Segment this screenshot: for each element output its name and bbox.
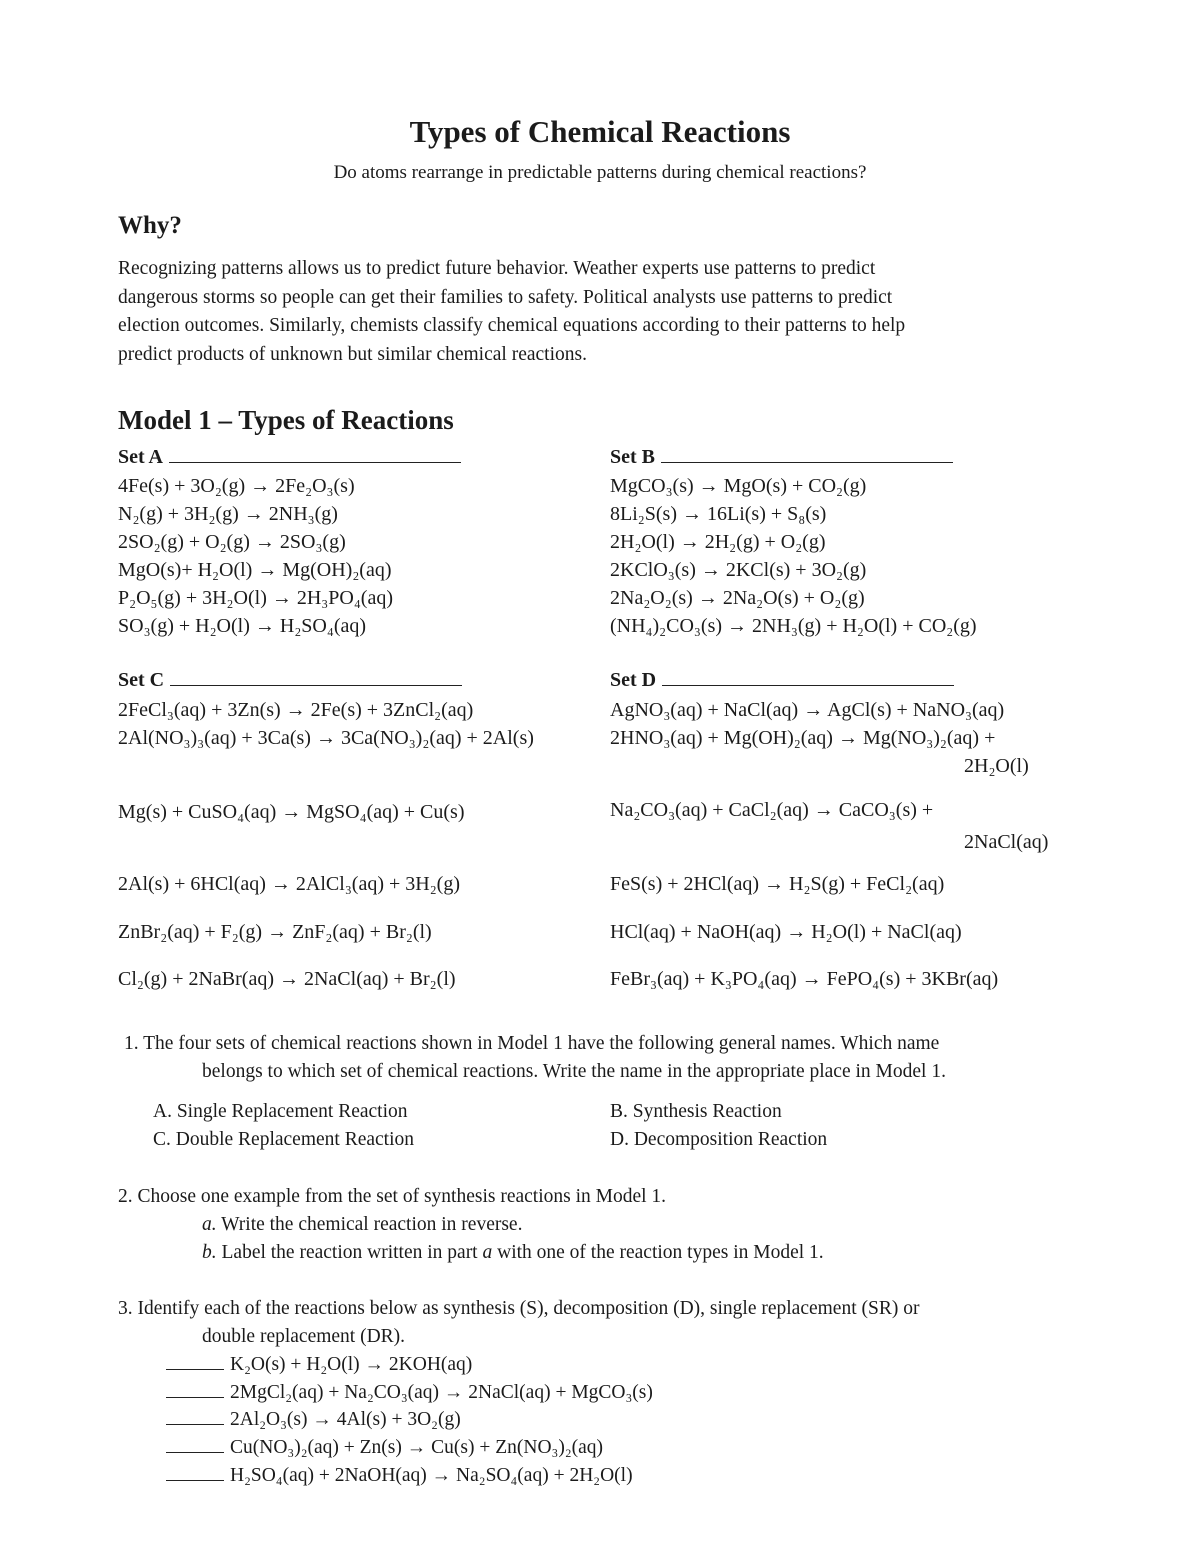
why-line: election outcomes. Similarly, chemists classify chemical equations according to their patterns to help [118,315,906,336]
equation: HCl(aq) + NaOH(aq) → H₂O(l) + NaCl(aq) [610,921,962,943]
equation: 4Fe(s) + 3O₂(g) → 2Fe₂O₃(s) [118,475,355,497]
set-d-label-row [610,669,954,692]
equation: 2HNO₃(aq) + Mg(OH)₂(aq) → Mg(NO₃)₂(aq) + [610,727,996,749]
set-b-label: Set B [610,446,655,468]
reaction: H₂SO₄(aq) + 2NaOH(aq) → Na₂SO₄(aq) + 2H₂O(l) [230,1465,633,1486]
equation: Na₂CO₃(aq) + CaCl₂(aq) → CaCO₃(s) + [610,799,934,821]
equation: P₂O₅(g) + 3H₂O(l) → 2H₃PO₄(aq) [118,587,393,609]
question-1-text-cont: belongs to which set of chemical reactions. Write the name in the appropriate place in Model 1. [202,1061,946,1082]
equation: 2H₂O(l) → 2H₂(g) + O₂(g) [610,531,826,553]
set-d-label: Set D [610,669,657,691]
option-a: A. Single Replacement Reaction [153,1101,408,1122]
equation: MgCO₃(s) → MgO(s) + CO₂(g) [610,475,867,497]
page-title: Types of Chemical Reactions [409,114,791,149]
equation: MgO(s)+ H₂O(l) → Mg(OH)₂(aq) [118,559,392,581]
why-heading: Why? [118,212,182,239]
equation: 2Na₂O₂(s) → 2Na₂O(s) + O₂(g) [610,587,865,609]
q3-item [166,1379,653,1407]
question-3-text-cont: double replacement (DR). [202,1326,406,1347]
equation: 2KClO₃(s) → 2KCl(s) + 3O₂(g) [610,559,867,581]
part-letter: b. [202,1242,217,1263]
part-reference: a [482,1242,493,1263]
reaction: 2MgCl₂(aq) + Na₂CO₃(aq) → 2NaCl(aq) + MgCO₃(s) [230,1382,653,1403]
equation: FeBr₃(aq) + K₃PO₄(aq) → FePO₄(s) + 3KBr(aq) [610,968,999,990]
part-text: Write the chemical reaction in reverse. [221,1214,523,1235]
why-line: Recognizing patterns allows us to predict future behavior. Weather experts use patterns to predict [118,258,876,279]
part-letter: a. [202,1214,217,1235]
set-d-answer-line[interactable] [662,669,954,686]
equation-continued: 2H₂O(l) [964,755,1029,777]
answer-blank[interactable] [166,1436,224,1453]
answer-blank[interactable] [166,1408,224,1425]
question-2-text: 2. Choose one example from the set of synthesis reactions in Model 1. [118,1186,667,1207]
reaction: Cu(NO₃)₂(aq) + Zn(s) → Cu(s) + Zn(NO₃)₂(aq) [230,1437,604,1458]
part-text: Label the reaction written in part [221,1242,478,1263]
question-3-text: 3. Identify each of the reactions below as synthesis (S), decomposition (D), single replacement (SR) or [118,1298,920,1319]
equation-continued: 2NaCl(aq) [964,831,1049,853]
set-a-label-row [118,446,461,469]
q3-item [166,1462,633,1490]
question-1-text: 1. The four sets of chemical reactions shown in Model 1 have the following general names. Which name [124,1033,940,1054]
model-heading: Model 1 – Types of Reactions [118,405,454,435]
why-line: predict products of unknown but similar chemical reactions. [118,343,587,365]
equation: 2Al(s) + 6HCl(aq) → 2AlCl₃(aq) + 3H₂(g) [118,873,461,895]
equation: 2FeCl₃(aq) + 3Zn(s) → 2Fe(s) + 3ZnCl₂(aq) [118,699,474,721]
equation: N₂(g) + 3H₂(g) → 2NH₃(g) [118,503,338,525]
set-c-label-row [118,669,462,692]
answer-blank[interactable] [166,1353,224,1370]
answer-blank[interactable] [166,1464,224,1481]
q3-item [166,1406,461,1434]
option-c: C. Double Replacement Reaction [153,1129,415,1150]
option-b: B. Synthesis Reaction [610,1101,782,1122]
why-line: dangerous storms so people can get their families to safety. Political analysts use patterns to predict [118,286,893,308]
equation: Mg(s) + CuSO₄(aq) → MgSO₄(aq) + Cu(s) [118,801,465,823]
option-d: D. Decomposition Reaction [610,1129,828,1150]
page-subtitle: Do atoms rearrange in predictable patterns during chemical reactions? [333,162,867,183]
question-2a [202,1211,522,1239]
reaction: K₂O(s) + H₂O(l) → 2KOH(aq) [230,1354,473,1375]
set-c-answer-line[interactable] [170,669,462,686]
equation: Cl₂(g) + 2NaBr(aq) → 2NaCl(aq) + Br₂(l) [118,968,456,990]
part-text: with one of the reaction types in Model 1. [497,1242,824,1263]
set-b-label-row [610,446,953,469]
why-paragraph [118,255,1078,369]
set-a-equations [118,472,393,640]
equation: (NH₄)₂CO₃(s) → 2NH₃(g) + H₂O(l) + CO₂(g) [610,615,977,637]
set-b-answer-line[interactable] [661,446,953,463]
answer-blank[interactable] [166,1381,224,1398]
equation: 8Li₂S(s) → 16Li(s) + S₈(s) [610,503,827,525]
equation: FeS(s) + 2HCl(aq) → H₂S(g) + FeCl₂(aq) [610,873,945,895]
set-a-answer-line[interactable] [169,446,461,463]
question-2b [202,1239,824,1267]
equation: 2Al(NO₃)₃(aq) + 3Ca(s) → 3Ca(NO₃)₂(aq) + 2Al(s) [118,727,534,749]
q3-item [166,1351,472,1379]
set-b-equations [610,472,977,640]
set-c-label: Set C [118,669,165,691]
equation: ZnBr₂(aq) + F₂(g) → ZnF₂(aq) + Br₂(l) [118,921,432,943]
equation: 2SO₂(g) + O₂(g) → 2SO₃(g) [118,531,346,553]
equation: AgNO₃(aq) + NaCl(aq) → AgCl(s) + NaNO₃(aq) [610,699,1005,721]
set-a-label: Set A [118,446,163,468]
q3-item [166,1434,603,1462]
reaction: 2Al₂O₃(s) → 4Al(s) + 3O₂(g) [230,1409,461,1430]
equation: SO₃(g) + H₂O(l) → H₂SO₄(aq) [118,615,367,637]
